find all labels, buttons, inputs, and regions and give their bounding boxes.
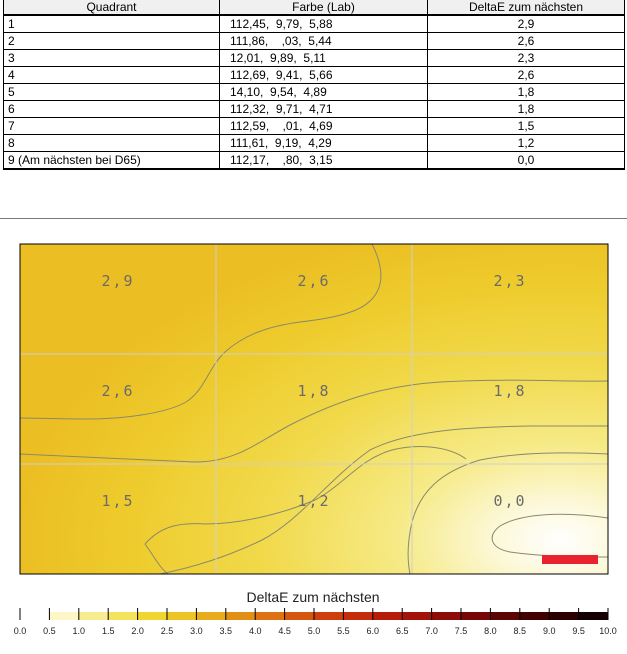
uniformity-table	[3, 0, 625, 170]
table-row	[4, 67, 625, 84]
colorbar-segment	[20, 612, 50, 620]
colorbar-segment	[432, 612, 462, 620]
colorbar-segment	[579, 612, 609, 620]
cell-lab: 14,10, 9,54, 4,89	[220, 84, 428, 101]
cell-quadrant: 1	[4, 15, 220, 33]
cell-lab: 12,01, 9,89, 5,11	[220, 50, 428, 67]
cell-lab: 112,59, ,01, 4,69	[220, 118, 428, 135]
colorbar-segment	[549, 612, 579, 620]
table-row	[4, 33, 625, 50]
colorbar-tick-label: 2.0	[131, 626, 144, 636]
colorbar-segment	[490, 612, 520, 620]
table-row	[4, 118, 625, 135]
cell-value-label: 2,6	[297, 272, 331, 290]
colorbar-tick-label: 6.0	[366, 626, 380, 636]
colorbar-tick-label: 9.0	[542, 626, 556, 636]
colorbar-segment	[402, 612, 432, 620]
colorbar-segment	[314, 612, 344, 620]
cell-deltae: 2,6	[428, 33, 625, 50]
table-row	[4, 15, 625, 33]
colorbar-segment	[196, 612, 226, 620]
colorbar-segment	[49, 612, 79, 620]
cell-value-label: 1,5	[101, 492, 135, 510]
colorbar-title: DeltaE zum nächsten	[246, 589, 380, 605]
colorbar	[14, 608, 617, 636]
column-header-lab: Farbe (Lab)	[220, 0, 428, 15]
column-header-quadrant: Quadrant	[4, 0, 220, 15]
cell-value-label: 1,8	[297, 382, 331, 400]
column-header-deltae: DeltaE zum nächsten	[428, 0, 625, 15]
cell-deltae: 2,9	[428, 15, 625, 33]
colorbar-tick-label: 3.0	[190, 626, 203, 636]
table-row	[4, 135, 625, 152]
table-header-row	[4, 0, 625, 15]
colorbar-segment	[520, 612, 550, 620]
reference-marker	[542, 555, 598, 564]
cell-deltae: 1,8	[428, 84, 625, 101]
colorbar-tick-label: 10.0	[599, 626, 617, 636]
cell-value-label: 2,3	[493, 272, 527, 290]
table-row	[4, 152, 625, 170]
cell-quadrant: 4	[4, 67, 220, 84]
cell-deltae: 2,3	[428, 50, 625, 67]
colorbar-tick-label: 1.0	[72, 626, 86, 636]
colorbar-tick-label: 4.0	[248, 626, 262, 636]
cell-quadrant: 7	[4, 118, 220, 135]
colorbar-tick-label: 4.5	[278, 626, 291, 636]
table-row	[4, 84, 625, 101]
cell-deltae: 2,6	[428, 67, 625, 84]
colorbar-tick-label: 2.5	[160, 626, 174, 636]
colorbar-tick-label: 0.5	[43, 626, 56, 636]
colorbar-tick-label: 6.5	[395, 626, 409, 636]
cell-lab: 112,32, 9,71, 4,71	[220, 101, 428, 118]
cell-quadrant: 2	[4, 33, 220, 50]
cell-value-label: 2,6	[101, 382, 135, 400]
colorbar-tick-label: 0.0	[13, 626, 27, 636]
colorbar-segment	[226, 612, 256, 620]
colorbar-segment	[285, 612, 315, 620]
cell-quadrant: 3	[4, 50, 220, 67]
cell-value-label: 1,8	[493, 382, 527, 400]
colorbar-tick-label: 5.5	[337, 626, 350, 636]
colorbar-tick-label: 1.5	[101, 626, 115, 636]
cell-lab: 112,45, 9,79, 5,88	[220, 15, 428, 33]
cell-value-label: 0,0	[493, 492, 527, 510]
section-divider	[0, 218, 627, 219]
cell-deltae: 1,2	[428, 135, 625, 152]
colorbar-segment	[167, 612, 197, 620]
cell-value-label: 1,2	[297, 492, 331, 510]
colorbar-segment	[373, 612, 403, 620]
cell-quadrant: 6	[4, 101, 220, 118]
colorbar-segment	[255, 612, 285, 620]
colorbar-tick-label: 8.0	[484, 626, 497, 636]
cell-quadrant: 8	[4, 135, 220, 152]
colorbar-segment	[138, 612, 168, 620]
colorbar-tick-label: 9.5	[572, 626, 585, 636]
cell-lab: 111,61, 9,19, 4,29	[220, 135, 428, 152]
table-row	[4, 101, 625, 118]
colorbar-tick-label: 7.5	[454, 626, 468, 636]
colorbar-tick-label: 7.0	[425, 626, 438, 636]
colorbar-segment	[461, 612, 491, 620]
colorbar-tick-label: 3.5	[219, 626, 233, 636]
cell-deltae: 1,5	[428, 118, 625, 135]
colorbar-segment	[79, 612, 109, 620]
table-body	[4, 15, 625, 169]
colorbar-segment	[108, 612, 138, 620]
colorbar-tick-label: 8.5	[513, 626, 527, 636]
cell-quadrant: 9 (Am nächsten bei D65)	[4, 152, 220, 170]
cell-deltae: 1,8	[428, 101, 625, 118]
table-row	[4, 50, 625, 67]
uniformity-heatmap-chart	[0, 222, 627, 654]
colorbar-tick-label: 5.0	[307, 626, 321, 636]
colorbar-segment	[343, 612, 373, 620]
cell-lab: 112,17, ,80, 3,15	[220, 152, 428, 170]
uniformity-table-container	[0, 0, 627, 170]
cell-value-label: 2,9	[101, 272, 135, 290]
cell-quadrant: 5	[4, 84, 220, 101]
cell-lab: 112,69, 9,41, 5,66	[220, 67, 428, 84]
cell-lab: 111,86, ,03, 5,44	[220, 33, 428, 50]
cell-deltae: 0,0	[428, 152, 625, 170]
heatmap-plot-area	[20, 244, 608, 574]
